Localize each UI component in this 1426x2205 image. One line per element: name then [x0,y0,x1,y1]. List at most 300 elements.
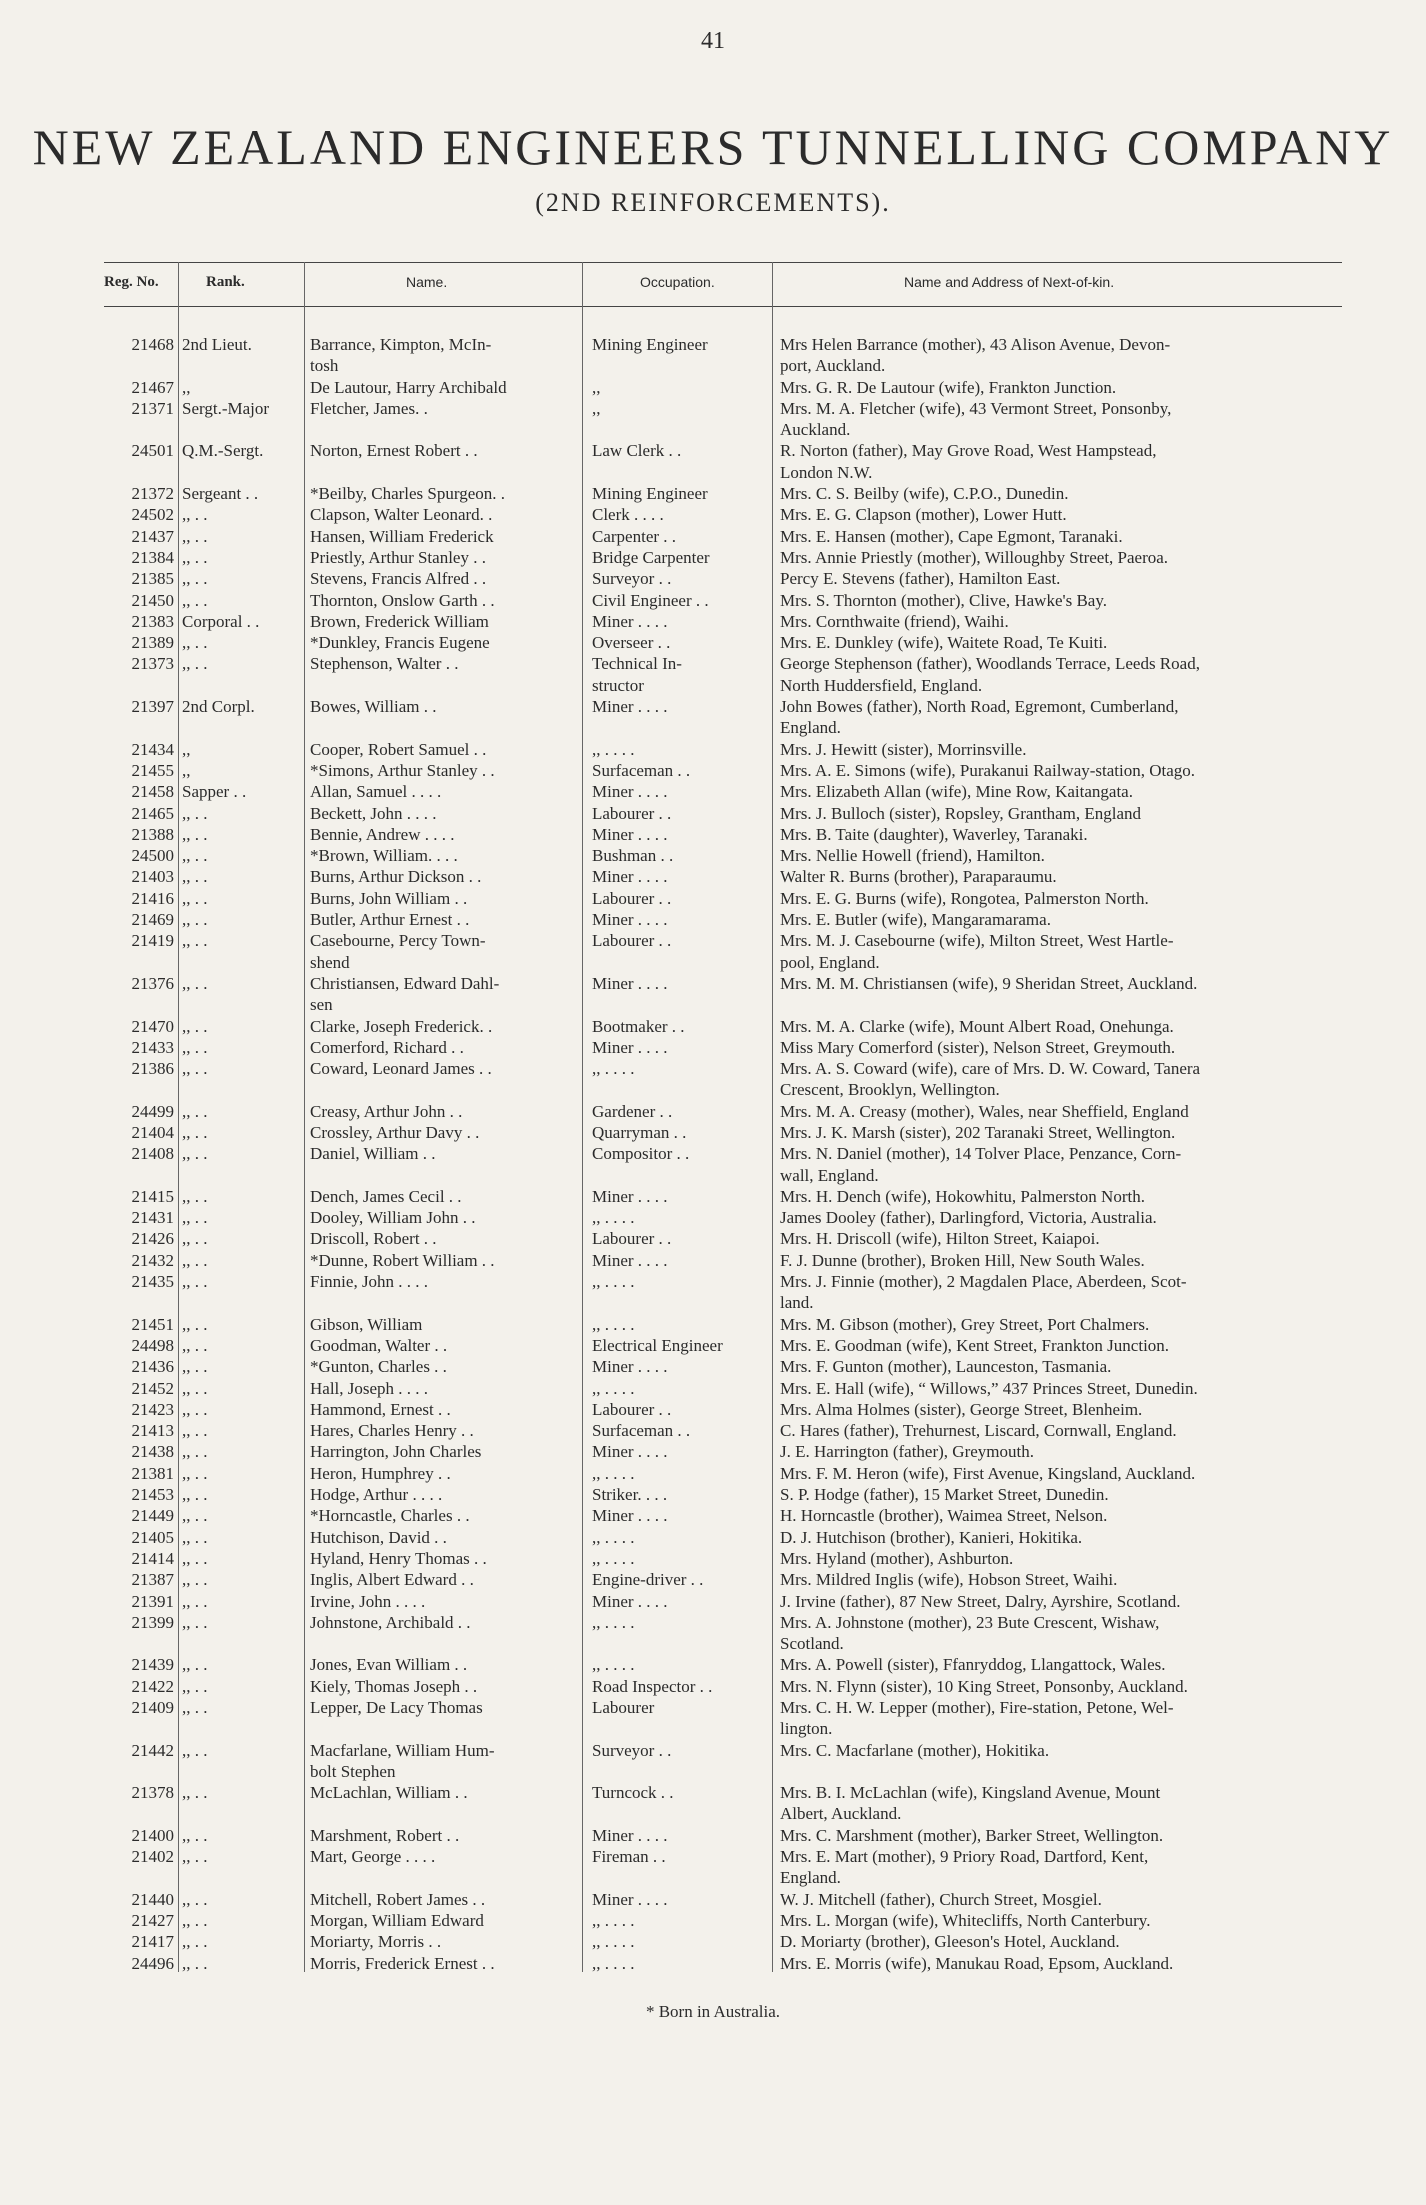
name-cell: Priestly, Arthur Stanley . . [310,547,486,567]
table-row [104,632,1342,653]
occupation-cell: Miner . . . . [592,1037,668,1057]
name-cell: Creasy, Arthur John . . [310,1101,463,1121]
next-of-kin-cell: John Bowes (father), North Road, Egremont, Cumberland, England. [780,697,1179,738]
name-cell: Clarke, Joseph Frederick. . [310,1016,493,1036]
table-row [104,1484,1342,1505]
occupation-cell: Labourer . . [592,1399,672,1419]
occupation-cell: Miner . . . . [592,697,668,717]
reg-no-cell: 21373 [131,654,174,674]
table-row [104,483,1342,504]
table-row [104,1207,1342,1228]
occupation-cell: Quarryman . . [592,1122,687,1142]
name-cell: Stevens, Francis Alfred . . [310,569,487,589]
table-row [104,398,1342,441]
rank-cell: ,, . . [182,1548,208,1568]
name-cell: Jones, Evan William . . [310,1655,468,1675]
name-cell: Casebourne, Percy Town- shend [310,931,486,972]
reg-no-cell: 21452 [131,1378,174,1398]
rank-cell: ,, . . [182,910,208,930]
reg-no-cell: 21388 [131,824,174,844]
reg-no-cell: 21440 [131,1889,174,1909]
name-cell: Driscoll, Robert . . [310,1229,437,1249]
table-row [104,1569,1342,1590]
occupation-cell: Miner . . . . [592,1250,668,1270]
reg-no-cell: 21400 [131,1825,174,1845]
reg-no-cell: 21416 [131,888,174,908]
rank-cell: ,, . . [182,1399,208,1419]
occupation-cell: ,, . . . . [592,1655,635,1675]
rank-cell: ,, . . [182,1208,208,1228]
reg-no-cell: 21442 [131,1740,174,1760]
name-cell: Burns, Arthur Dickson . . [310,867,482,887]
next-of-kin-cell: Mrs. J. Hewitt (sister), Morrinsville. [780,739,1027,759]
name-cell: Dench, James Cecil . . [310,1186,462,1206]
next-of-kin-cell: Mrs. E. G. Burns (wife), Rongotea, Palmerston North. [780,888,1149,908]
occupation-cell: Miner . . . . [592,824,668,844]
name-cell: Hodge, Arthur . . . . [310,1485,443,1505]
reg-no-cell: 21378 [131,1783,174,1803]
reg-no-cell: 21468 [131,335,174,354]
occupation-cell: ,, [592,398,601,418]
table-row [104,1143,1342,1186]
table-row [104,1591,1342,1612]
occupation-cell: Labourer . . [592,931,672,951]
occupation-cell: Technical In- structor [592,654,682,695]
table-row [104,781,1342,802]
name-cell: Finnie, John . . . . [310,1272,429,1292]
table-top-rule [104,262,1342,263]
table-row [104,1612,1342,1655]
occupation-cell: Bushman . . [592,846,674,866]
header-name: Name. [406,274,448,290]
occupation-cell: Road Inspector . . [592,1676,713,1696]
rank-cell: ,, [182,739,191,759]
table-body [104,334,1342,1974]
table-row [104,547,1342,568]
reg-no-cell: 21465 [131,803,174,823]
rank-cell: ,, . . [182,1186,208,1206]
occupation-cell: Bridge Carpenter [592,547,710,567]
rank-cell: ,, . . [182,973,208,993]
table-row [104,1505,1342,1526]
rank-cell: ,, . . [182,590,208,610]
name-cell: Lepper, De Lacy Thomas [310,1698,483,1717]
name-cell: *Beilby, Charles Spurgeon. . [310,484,506,504]
next-of-kin-cell: D. J. Hutchison (brother), Kanieri, Hokitika. [780,1527,1083,1547]
reg-no-cell: 21402 [131,1847,174,1867]
reg-no-cell: 21405 [131,1527,174,1547]
reg-no-cell: 21389 [131,633,174,653]
table-row [104,1782,1342,1825]
name-cell: Harrington, John Charles [310,1442,482,1462]
name-cell: Kiely, Thomas Joseph . . [310,1676,478,1696]
name-cell: Bennie, Andrew . . . . [310,824,455,844]
rank-cell: ,, . . [182,1889,208,1909]
table-row [104,1378,1342,1399]
next-of-kin-cell: Mrs. Cornthwaite (friend), Waihi. [780,611,1009,631]
rank-cell: ,, . . [182,1357,208,1377]
reg-no-cell: 21404 [131,1122,174,1142]
name-cell: Clapson, Walter Leonard. . [310,505,493,525]
next-of-kin-cell: Mrs. A. Powell (sister), Ffanryddog, Llangattock, Wales. [780,1655,1166,1675]
rank-cell: ,, . . [182,1591,208,1611]
occupation-cell: Labourer . . [592,888,672,908]
table-row [104,824,1342,845]
table-row [104,1697,1342,1740]
rank-cell: ,, . . [182,569,208,589]
rank-cell: 2nd Lieut. [182,335,252,354]
table-row [104,1420,1342,1441]
next-of-kin-cell: W. J. Mitchell (father), Church Street, Mosgiel. [780,1889,1102,1909]
occupation-cell: Labourer [592,1698,655,1717]
name-cell: Hares, Charles Henry . . [310,1421,474,1441]
table-row [104,1931,1342,1952]
occupation-cell: Carpenter . . [592,526,677,546]
next-of-kin-cell: Mrs. J. Bulloch (sister), Ropsley, Grantham, England [780,803,1142,823]
occupation-cell: ,, . . . . [592,1527,635,1547]
rank-cell: ,, . . [182,505,208,525]
rank-cell: ,, . . [182,1272,208,1292]
table-row [104,1676,1342,1697]
name-cell: Bowes, William . . [310,697,437,717]
occupation-cell: Bootmaker . . [592,1016,685,1036]
next-of-kin-cell: C. Hares (father), Trehurnest, Liscard, Cornwall, England. [780,1421,1177,1441]
rank-cell: ,, . . [182,1463,208,1483]
rank-cell: ,, . . [182,1335,208,1355]
rank-cell: ,, . . [182,1442,208,1462]
occupation-cell: Surveyor . . [592,569,672,589]
name-cell: Brown, Frederick William [310,611,489,631]
next-of-kin-cell: Mrs. C. H. W. Lepper (mother), Fire-station, Petone, Wel- lington. [780,1698,1174,1739]
table-row [104,1016,1342,1037]
next-of-kin-cell: J. Irvine (father), 87 New Street, Dalry, Ayrshire, Scotland. [780,1591,1181,1611]
reg-no-cell: 21435 [131,1272,174,1292]
occupation-cell: Law Clerk . . [592,441,682,461]
reg-no-cell: 21408 [131,1144,174,1164]
table-row [104,440,1342,483]
table-row [104,653,1342,696]
reg-no-cell: 21432 [131,1250,174,1270]
name-cell: Beckett, John . . . . [310,803,437,823]
page-title: NEW ZEALAND ENGINEERS TUNNELLING COMPANY [32,119,1394,175]
table-row [104,973,1342,1016]
reg-no-cell: 21384 [131,547,174,567]
header-occupation: Occupation. [640,274,715,290]
reg-no-cell: 21427 [131,1910,174,1930]
name-cell: Burns, John William . . [310,888,468,908]
name-cell: Dooley, William John . . [310,1208,476,1228]
name-cell: Daniel, William . . [310,1144,436,1164]
name-cell: Morgan, William Edward [310,1910,484,1930]
name-cell: Moriarty, Morris . . [310,1932,442,1952]
occupation-cell: ,, . . . . [592,1910,635,1930]
table-row [104,1314,1342,1335]
next-of-kin-cell: Mrs. F. Gunton (mother), Launceston, Tasmania. [780,1357,1112,1377]
next-of-kin-cell: Mrs. H. Dench (wife), Hokowhitu, Palmerston North. [780,1186,1145,1206]
table-row [104,1122,1342,1143]
table-row [104,909,1342,930]
name-cell: *Brown, William. . . . [310,846,458,866]
next-of-kin-cell: Mrs. B. Taite (daughter), Waverley, Taranaki. [780,824,1088,844]
occupation-cell: Civil Engineer . . [592,590,709,610]
next-of-kin-cell: Miss Mary Comerford (sister), Nelson Street, Greymouth. [780,1037,1176,1057]
occupation-cell: Miner . . . . [592,1442,668,1462]
reg-no-cell: 21458 [131,782,174,802]
rank-cell: ,, . . [182,1847,208,1867]
rank-cell: Sergt.-Major [182,398,270,418]
occupation-cell: ,, . . . . [592,1932,635,1952]
next-of-kin-cell: J. E. Harrington (father), Greymouth. [780,1442,1034,1462]
next-of-kin-cell: Mrs. A. Johnstone (mother), 23 Bute Crescent, Wishaw, Scotland. [780,1612,1160,1654]
rank-cell: ,, . . [182,1698,208,1717]
reg-no-cell: 21376 [131,973,174,993]
next-of-kin-cell: Mrs. M. Gibson (mother), Grey Street, Port Chalmers. [780,1314,1150,1334]
next-of-kin-cell: Mrs. M. A. Creasy (mother), Wales, near Sheffield, England [780,1101,1189,1121]
reg-no-cell: 21469 [131,910,174,930]
occupation-cell: ,, . . . . [592,1208,635,1228]
reg-no-cell: 21426 [131,1229,174,1249]
next-of-kin-cell: F. J. Dunne (brother), Broken Hill, New South Wales. [780,1250,1145,1270]
next-of-kin-cell: Mrs. E. Goodman (wife), Kent Street, Frankton Junction. [780,1335,1170,1355]
next-of-kin-cell: Mrs. E. Mart (mother), 9 Priory Road, Dartford, Kent, England. [780,1847,1149,1888]
table-row [104,1825,1342,1846]
reg-no-cell: 21413 [131,1421,174,1441]
occupation-cell: Miner . . . . [592,1591,668,1611]
rank-cell: ,, . . [182,1485,208,1505]
table-row [104,1889,1342,1910]
occupation-cell: ,, . . . . [592,1314,635,1334]
rank-cell: ,, . . [182,1783,208,1803]
next-of-kin-cell: Mrs. M. A. Fletcher (wife), 43 Vermont Street, Ponsonby, Auckland. [780,398,1172,440]
next-of-kin-cell: Mrs. A. S. Coward (wife), care of Mrs. D. W. Coward, Tanera Crescent, Brooklyn, Wellington. [780,1059,1201,1100]
name-cell: Hutchison, David . . [310,1527,447,1547]
reg-no-cell: 21455 [131,760,174,780]
occupation-cell: Turncock . . [592,1783,674,1803]
rank-cell: ,, . . [182,1250,208,1270]
occupation-cell: ,, . . . . [592,739,635,759]
rank-cell: Q.M.-Sergt. [182,441,264,461]
table-row [104,739,1342,760]
rank-cell: 2nd Corpl. [182,697,255,717]
name-cell: Crossley, Arthur Davy . . [310,1122,480,1142]
next-of-kin-cell: Mrs. B. I. McLachlan (wife), Kingsland Avenue, Mount Albert, Auckland. [780,1783,1161,1824]
name-cell: Hyland, Henry Thomas . . [310,1548,487,1568]
name-cell: Gibson, William [310,1314,423,1334]
occupation-cell: ,, . . . . [592,1272,635,1292]
table-row [104,1953,1342,1974]
next-of-kin-cell: Mrs. A. E. Simons (wife), Purakanui Railway-station, Otago. [780,760,1196,780]
reg-no-cell: 21439 [131,1655,174,1675]
rank-cell: ,, . . [182,1740,208,1760]
table-row [104,611,1342,632]
rank-cell: ,, . . [182,1378,208,1398]
name-cell: *Gunton, Charles . . [310,1357,447,1377]
name-cell: Heron, Humphrey . . [310,1463,451,1483]
occupation-cell: ,, . . . . [592,1548,635,1568]
occupation-cell: Labourer . . [592,803,672,823]
reg-no-cell: 21436 [131,1357,174,1377]
header-next-of-kin: Name and Address of Next-of-kin. [904,274,1115,290]
table-row [104,1654,1342,1675]
occupation-cell: Miner . . . . [592,1506,668,1526]
rank-cell: Sergeant . . [182,484,259,504]
name-cell: De Lautour, Harry Archibald [310,377,507,397]
rank-cell: ,, . . [182,867,208,887]
next-of-kin-cell: Mrs. E. Hansen (mother), Cape Egmont, Taranaki. [780,526,1123,546]
next-of-kin-cell: Mrs. H. Driscoll (wife), Hilton Street, Kaiapoi. [780,1229,1100,1249]
occupation-cell: Labourer . . [592,1229,672,1249]
rank-cell: ,, . . [182,1953,208,1973]
reg-no-cell: 24500 [131,846,174,866]
table-row [104,1548,1342,1569]
table-row [104,1186,1342,1207]
occupation-cell: Mining Engineer [592,335,708,354]
name-cell: *Dunne, Robert William . . [310,1250,495,1270]
reg-no-cell: 24498 [131,1335,174,1355]
next-of-kin-cell: Mrs. Hyland (mother), Ashburton. [780,1548,1014,1568]
table-row [104,930,1342,973]
occupation-cell: Striker. . . . [592,1485,668,1505]
reg-no-cell: 24501 [131,441,174,461]
rank-cell: ,, [182,377,191,397]
occupation-cell: Miner . . . . [592,973,668,993]
occupation-cell: ,, . . . . [592,1059,635,1079]
rank-cell: ,, . . [182,526,208,546]
reg-no-cell: 21414 [131,1548,174,1568]
rank-cell: ,, . . [182,1101,208,1121]
occupation-cell: ,, . . . . [592,1953,635,1973]
reg-no-cell: 21450 [131,590,174,610]
name-cell: Fletcher, James. . [310,398,428,418]
rank-cell: ,, . . [182,1910,208,1930]
next-of-kin-cell: Mrs. J. K. Marsh (sister), 202 Taranaki Street, Wellington. [780,1122,1176,1142]
occupation-cell: Miner . . . . [592,1357,668,1377]
next-of-kin-cell: Mrs Helen Barrance (mother), 43 Alison Avenue, Devon- port, Auckland. [780,335,1171,376]
name-cell: Christiansen, Edward Dahl- sen [310,973,500,1015]
footnote: * Born in Australia. [645,2002,781,2021]
reg-no-cell: 21433 [131,1037,174,1057]
occupation-cell: Miner . . . . [592,782,668,802]
name-cell: McLachlan, William . . [310,1783,468,1803]
next-of-kin-cell: Mrs. F. M. Heron (wife), First Avenue, Kingsland, Auckland. [780,1463,1196,1483]
name-cell: Allan, Samuel . . . . [310,782,442,802]
occupation-cell: Compositor . . [592,1144,690,1164]
header-bottom-rule [104,306,1342,307]
next-of-kin-cell: Mrs. C. Marshment (mother), Barker Street, Wellington. [780,1825,1164,1845]
name-cell: Mart, George . . . . [310,1847,436,1867]
table-row [104,1527,1342,1548]
name-cell: Stephenson, Walter . . [310,654,459,674]
name-cell: Hall, Joseph . . . . [310,1378,429,1398]
rank-cell: ,, . . [182,824,208,844]
reg-no-cell: 21423 [131,1399,174,1419]
next-of-kin-cell: Mrs. Elizabeth Allan (wife), Mine Row, Kaitangata. [780,782,1133,802]
next-of-kin-cell: Mrs. N. Flynn (sister), 10 King Street, Ponsonby, Auckland. [780,1676,1188,1696]
next-of-kin-cell: Mrs. E. Morris (wife), Manukau Road, Epsom, Auckland. [780,1953,1174,1973]
rank-cell: ,, . . [182,1570,208,1590]
name-cell: Thornton, Onslow Garth . . [310,590,495,610]
name-cell: Morris, Frederick Ernest . . [310,1953,495,1973]
occupation-cell: Overseer . . [592,633,671,653]
reg-no-cell: 21451 [131,1314,174,1334]
page-number: 41 [701,28,725,54]
next-of-kin-cell: Walter R. Burns (brother), Paraparaumu. [780,867,1057,887]
header-rank: Rank. [206,274,245,290]
rank-cell: ,, . . [182,1229,208,1249]
occupation-cell: ,, . . . . [592,1612,635,1632]
name-cell: Mitchell, Robert James . . [310,1889,486,1909]
rank-cell: ,, . . [182,633,208,653]
next-of-kin-cell: Mrs. E. G. Clapson (mother), Lower Hutt. [780,505,1067,525]
table-row [104,1037,1342,1058]
rank-cell: ,, . . [182,931,208,951]
next-of-kin-cell: Mrs. Annie Priestly (mother), Willoughby Street, Paeroa. [780,547,1169,567]
name-cell: Cooper, Robert Samuel . . [310,739,487,759]
next-of-kin-cell: Mrs. G. R. De Lautour (wife), Frankton Junction. [780,377,1117,397]
next-of-kin-cell: Mrs. C. S. Beilby (wife), C.P.O., Dunedin. [780,484,1069,504]
occupation-cell: Engine-driver . . [592,1570,704,1590]
next-of-kin-cell: Mrs. C. Macfarlane (mother), Hokitika. [780,1740,1050,1760]
name-cell: *Dunkley, Francis Eugene [310,633,490,653]
name-cell: Hansen, William Frederick [310,526,494,546]
next-of-kin-cell: Mrs. S. Thornton (mother), Clive, Hawke's Bay. [780,590,1107,610]
next-of-kin-cell: Mrs. J. Finnie (mother), 2 Magdalen Place, Aberdeen, Scot- land. [780,1272,1187,1313]
rank-cell: ,, . . [182,547,208,567]
table-row [104,1335,1342,1356]
reg-no-cell: 21434 [131,739,174,759]
reg-no-cell: 21372 [131,484,174,504]
reg-no-cell: 21438 [131,1442,174,1462]
reg-no-cell: 24496 [131,1953,174,1973]
name-cell: Goodman, Walter . . [310,1335,448,1355]
next-of-kin-cell: James Dooley (father), Darlingford, Victoria, Australia. [780,1208,1157,1228]
reg-no-cell: 21470 [131,1016,174,1036]
name-cell: Marshment, Robert . . [310,1825,460,1845]
table-row [104,760,1342,781]
next-of-kin-cell: George Stephenson (father), Woodlands Terrace, Leeds Road, North Huddersfield, England. [780,654,1200,695]
table-row [104,696,1342,739]
name-cell: Barrance, Kimpton, McIn- tosh [310,335,492,376]
reg-no-cell: 21422 [131,1676,174,1696]
rank-cell: ,, . . [182,1676,208,1696]
rank-cell: ,, . . [182,654,208,674]
reg-no-cell: 21387 [131,1570,174,1590]
name-cell: *Simons, Arthur Stanley . . [310,760,495,780]
next-of-kin-cell: H. Horncastle (brother), Waimea Street, Nelson. [780,1506,1108,1526]
table-row [104,1228,1342,1249]
occupation-cell: Miner . . . . [592,1825,668,1845]
rank-cell: ,, . . [182,1612,208,1632]
table-row [104,888,1342,909]
occupation-cell: Miner . . . . [592,1186,668,1206]
page-subtitle: (2ND REINFORCEMENTS). [535,188,891,217]
occupation-cell: Mining Engineer [592,484,708,504]
rank-cell: ,, . . [182,846,208,866]
rank-cell: ,, . . [182,1016,208,1036]
reg-no-cell: 21449 [131,1506,174,1526]
next-of-kin-cell: Mrs. E. Butler (wife), Mangaramarama. [780,910,1051,930]
table-row [104,1740,1342,1783]
rank-cell: Sapper . . [182,782,247,802]
rank-cell: ,, . . [182,1655,208,1675]
table-row [104,590,1342,611]
next-of-kin-cell: Mrs. Nellie Howell (friend), Hamilton. [780,846,1045,866]
next-of-kin-cell: Mrs. Alma Holmes (sister), George Street, Blenheim. [780,1399,1143,1419]
reg-no-cell: 21397 [131,697,174,717]
table-row [104,504,1342,525]
occupation-cell: Miner . . . . [592,611,668,631]
reg-no-cell: 24502 [131,505,174,525]
